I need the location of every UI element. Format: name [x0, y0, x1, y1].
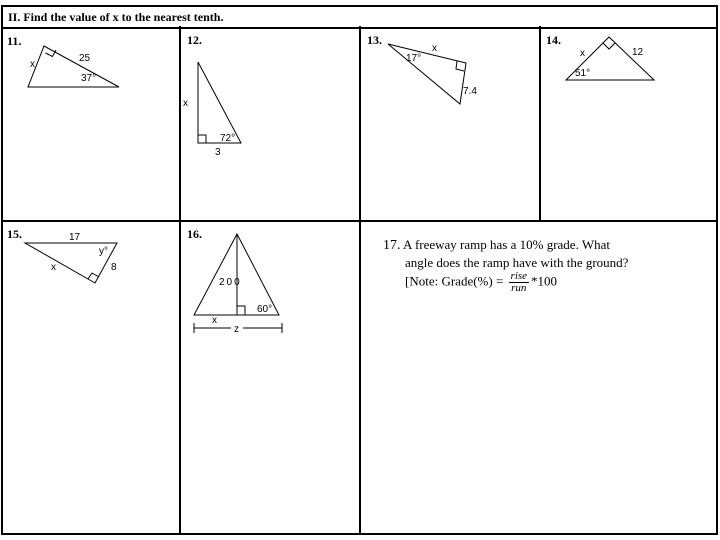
fraction-multiplier: *100: [531, 273, 558, 289]
height-label: 200: [219, 277, 242, 288]
side-label-base: 3: [215, 147, 221, 158]
problem-text-line2: angle does the ramp have with the ground?: [405, 254, 629, 270]
side-label: 12: [632, 47, 644, 58]
angle-label: y°: [99, 246, 108, 257]
angle-label: 17°: [406, 53, 422, 64]
angle-label: 72°: [220, 133, 236, 144]
side-label-x: x: [432, 43, 437, 54]
side-label-x: x: [30, 59, 35, 70]
word-problem-17: [383, 237, 683, 294]
side-label: 7.4: [463, 86, 477, 97]
angle-label: 37°: [81, 73, 97, 84]
problem-number-11: 11.: [7, 34, 22, 48]
problem-number-16: 16.: [187, 227, 202, 241]
fraction-denominator: run: [511, 282, 527, 294]
problem-number-13: 13.: [367, 33, 382, 47]
problem-text-line1: A freeway ramp has a 10% grade. What: [400, 237, 610, 252]
grade-fraction: [509, 271, 530, 294]
side-label-x: x: [580, 48, 585, 59]
side-label: 8: [111, 262, 117, 273]
side-label-x: x: [51, 262, 56, 273]
side-label-z: z: [234, 324, 239, 335]
side-label-hyp: 17: [69, 232, 81, 243]
problem-text-line3: [Note: Grade(%) =: [405, 273, 507, 289]
side-label-x: x: [183, 98, 188, 109]
section-title: II. Find the value of x to the nearest tenth.: [8, 10, 224, 24]
problem-number-12: 12.: [187, 33, 202, 47]
side-label-hyp: 25: [79, 53, 91, 64]
problem-number-17: 17.: [383, 238, 401, 253]
problem-number-14: 14.: [546, 33, 561, 47]
problem-number-15: 15.: [7, 227, 22, 241]
fraction-numerator: rise: [510, 270, 528, 282]
angle-label: 51°: [575, 68, 591, 79]
angle-label: 60°: [257, 304, 273, 315]
side-label-x: x: [212, 315, 217, 326]
